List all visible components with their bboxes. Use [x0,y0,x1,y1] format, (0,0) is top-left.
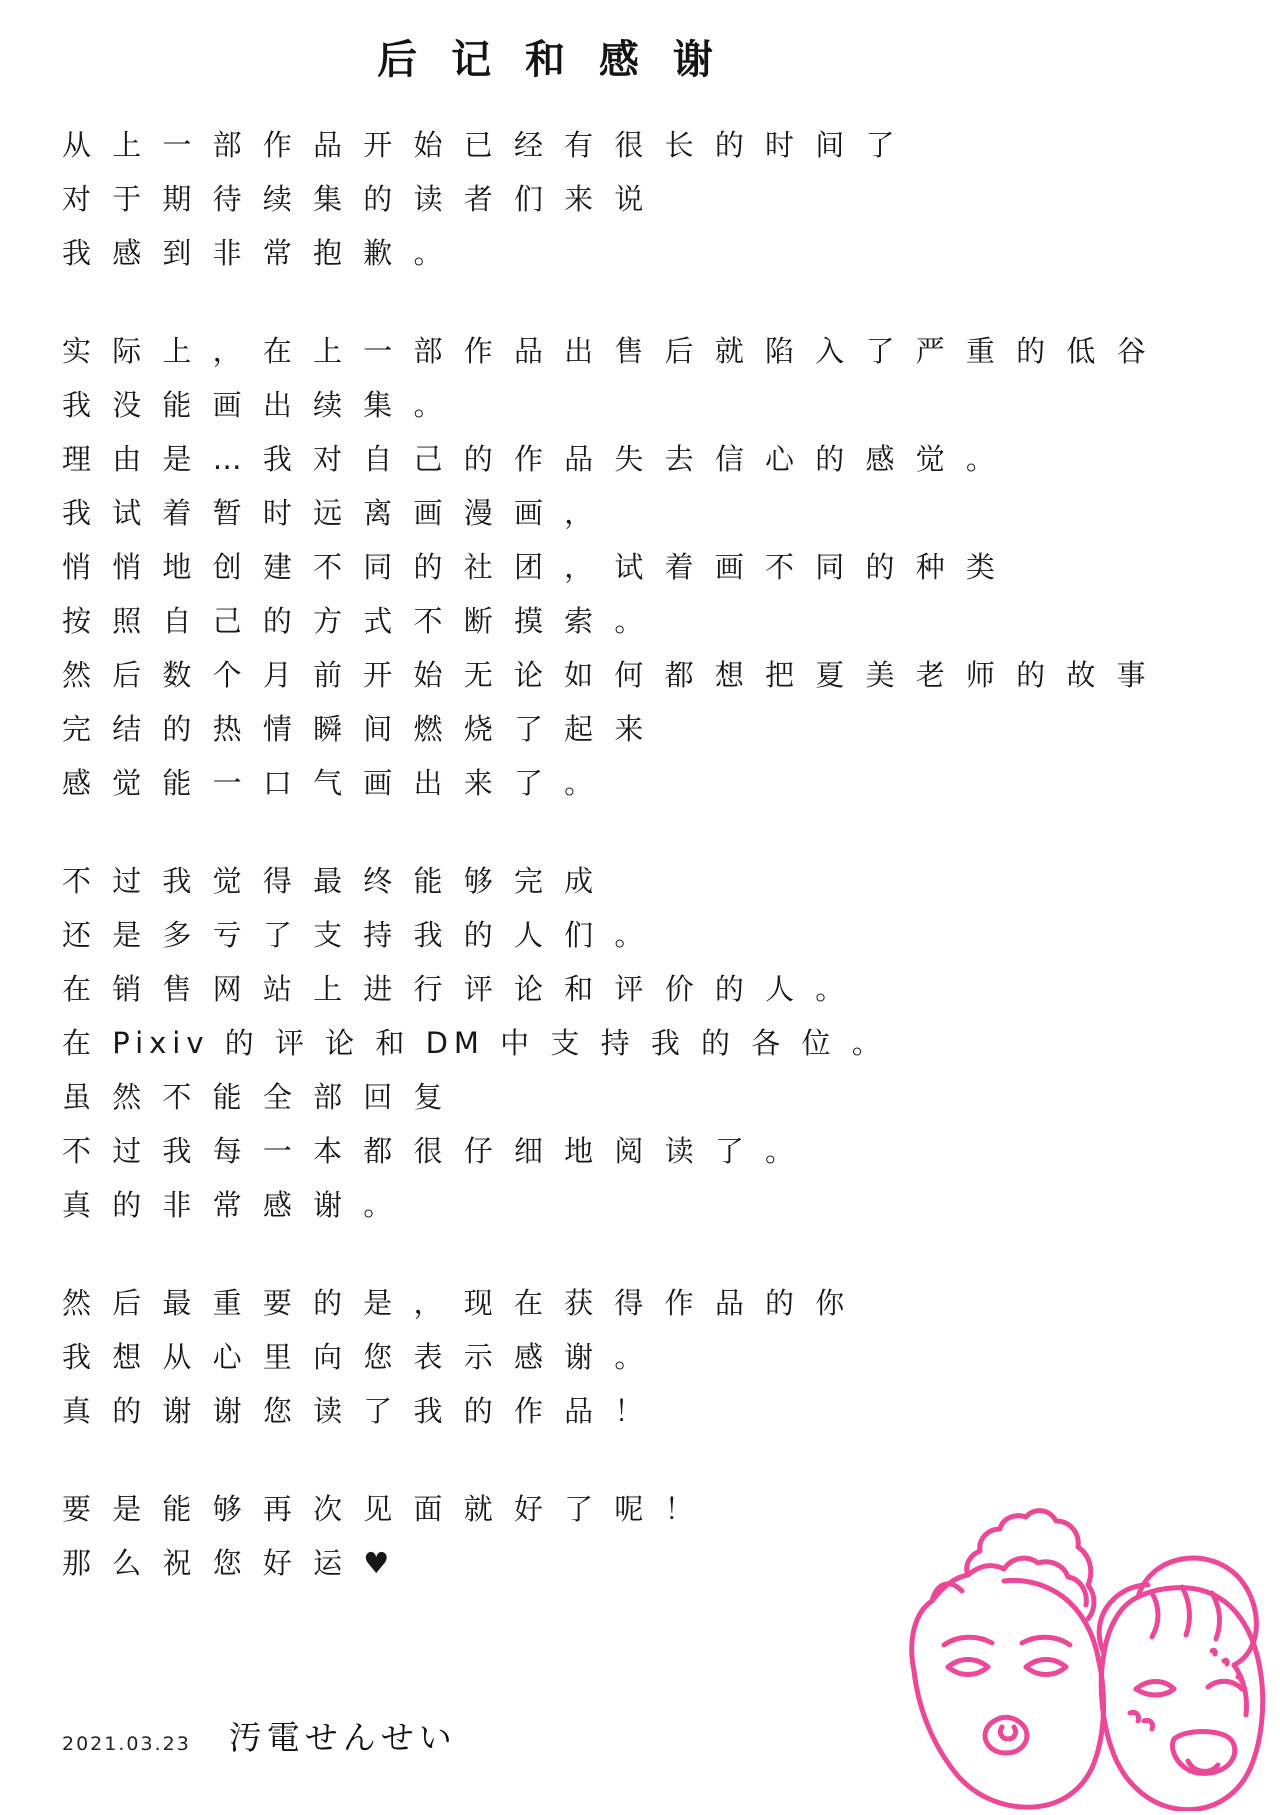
text-line: 在 Pixiv 的 评 论 和 DM 中 支 持 我 的 各 位 。 [62,1026,887,1060]
text-line: 真 的 谢 谢 您 读 了 我 的 作 品 ！ [62,1394,650,1428]
text-line: 对 于 期 待 续 集 的 读 者 们 来 说 [62,182,650,216]
signature-name: 汚電せんせい [228,1718,457,1757]
text-line: 感 觉 能 一 口 气 画 出 来 了 。 [62,766,600,800]
text-line: 实 际 上 ， 在 上 一 部 作 品 出 售 后 就 陷 入 了 严 重 的 低 谷 [62,334,1152,368]
text-line: 按 照 自 己 的 方 式 不 断 摸 索 。 [62,604,650,638]
page-title: 后 记 和 感 谢 [377,37,723,83]
text-line: 从 上 一 部 作 品 开 始 已 经 有 很 长 的 时 间 了 [62,128,901,162]
text-line: 完 结 的 热 情 瞬 间 燃 烧 了 起 来 [62,712,650,746]
text-line: 我 感 到 非 常 抱 歉 。 [62,236,449,270]
text-line: 要 是 能 够 再 次 见 面 就 好 了 呢 ！ [62,1492,700,1526]
text-line: 我 想 从 心 里 向 您 表 示 感 谢 。 [62,1340,650,1374]
text-line: 还 是 多 亏 了 支 持 我 的 人 们 。 [62,918,650,952]
text-line: 我 没 能 画 出 续 集 。 [62,388,449,422]
paragraph-4 [62,1276,1072,1438]
text-line: 理 由 是 … 我 对 自 己 的 作 品 失 去 信 心 的 感 觉 。 [62,442,1001,476]
signature-date: 2021.03.23 [62,1733,191,1755]
signature-block [62,1712,457,1759]
paragraph-2 [62,324,1152,810]
text-line: 然 后 数 个 月 前 开 始 无 论 如 何 都 想 把 夏 美 老 师 的 故 事 [62,658,1152,692]
text-line: 真 的 非 常 感 谢 。 [62,1188,399,1222]
text-line: 虽 然 不 能 全 部 回 复 [62,1080,449,1114]
two-faces-doodle [852,1481,1272,1811]
paragraph-3 [62,854,1072,1232]
afterword-body [62,118,1152,1634]
text-line: 那 么 祝 您 好 运 ♥ [62,1546,396,1580]
text-line: 不 过 我 觉 得 最 终 能 够 完 成 [62,864,600,898]
text-line: 在 销 售 网 站 上 进 行 评 论 和 评 价 的 人 。 [62,972,851,1006]
text-line: 不 过 我 每 一 本 都 很 仔 细 地 阅 读 了 。 [62,1134,801,1168]
text-line: 然 后 最 重 要 的 是 ， 现 在 获 得 作 品 的 你 [62,1286,851,1320]
text-line: 我 试 着 暂 时 远 离 画 漫 画 ， [62,496,600,530]
text-line: 悄 悄 地 创 建 不 同 的 社 团 ， 试 着 画 不 同 的 种 类 [62,550,1001,584]
paragraph-1 [62,118,1072,280]
